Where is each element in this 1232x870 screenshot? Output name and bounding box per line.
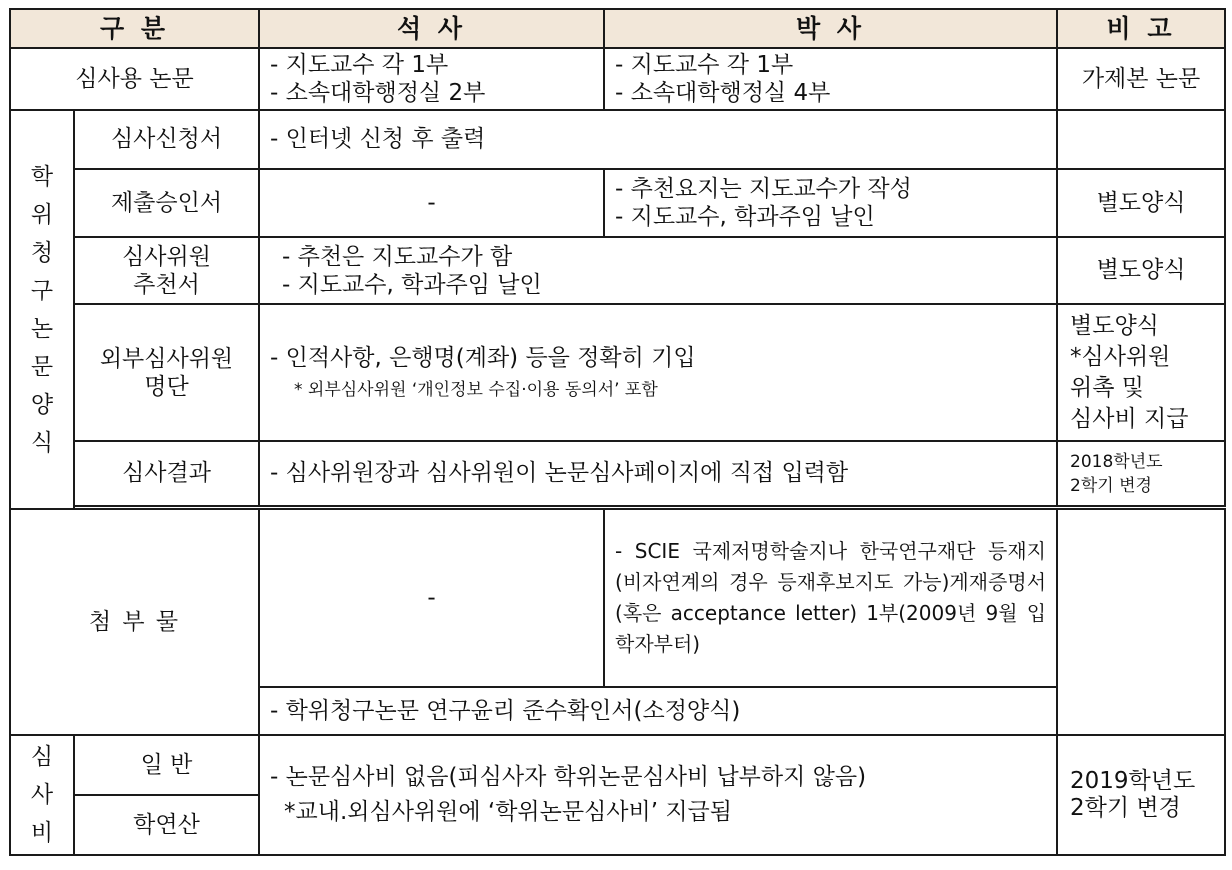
approval-doctor-line-1: - 추천요지는 지도교수가 작성 xyxy=(615,176,912,202)
application-content: - 인터넷 신청 후 출력 xyxy=(259,110,1057,169)
approval-note: 별도양식 xyxy=(1057,169,1225,237)
thesis-master-line-1: - 지도교수 각 1부 xyxy=(270,52,449,78)
result-note-line-1: 2018학년도 xyxy=(1070,451,1163,472)
external-content-text: - 인적사항, 은행명(계좌) 등을 정확히 기입 xyxy=(270,345,696,371)
row-committee xyxy=(10,237,1225,304)
result-note xyxy=(1057,441,1225,506)
forms-group-char-7: 양 xyxy=(30,391,54,418)
external-label-line-2: 명단 xyxy=(144,373,189,400)
row-attachments-main xyxy=(10,509,1225,687)
fee-note-line-1: 2019학년도 xyxy=(1070,768,1196,794)
header-note: 비 고 xyxy=(1057,9,1225,48)
application-note xyxy=(1057,110,1225,169)
row-fee-general xyxy=(10,735,1225,795)
external-label-line-1: 외부심사위원 xyxy=(99,345,234,372)
thesis-label: 심사용 논문 xyxy=(10,48,259,110)
external-note xyxy=(1057,304,1225,441)
attachments-note xyxy=(1057,509,1225,735)
result-label: 심사결과 xyxy=(74,441,259,506)
thesis-doctor-line-2: - 소속대학행정실 4부 xyxy=(615,80,831,106)
forms-group-char-8: 식 xyxy=(30,429,54,456)
header-master: 석 사 xyxy=(259,9,604,48)
external-label xyxy=(74,304,259,441)
header-doctor: 박 사 xyxy=(604,9,1057,48)
thesis-doctor xyxy=(604,48,1057,110)
attachments-doctor: - SCIE 국제저명학술지나 한국연구재단 등재지(비자연계의 경우 등재후보지도 가능)게재증명서(혹은 acceptance letter) 1부(2009년 9월 입학자부터) xyxy=(604,509,1057,687)
fee-content xyxy=(259,735,1057,855)
thesis-master-line-2: - 소속대학행정실 2부 xyxy=(270,80,486,106)
external-note-line-2: *심사위원 xyxy=(1070,343,1171,370)
forms-group-char-3: 청 xyxy=(30,239,54,266)
committee-content-line-2: - 지도교수, 학과주임 날인 xyxy=(282,271,542,298)
external-subnote: * 외부심사위원 ‘개인정보 수집·이용 동의서’ 포함 xyxy=(294,380,658,400)
committee-content xyxy=(259,237,1057,304)
row-approval xyxy=(10,169,1225,237)
committee-content-line-1: - 추천은 지도교수가 함 xyxy=(282,243,513,270)
forms-group-char-2: 위 xyxy=(30,201,54,228)
external-note-line-4: 심사비 지급 xyxy=(1070,405,1189,432)
external-note-line-1: 별도양식 xyxy=(1070,312,1159,339)
forms-group-char-5: 논 xyxy=(30,315,54,342)
thesis-master xyxy=(259,48,604,110)
committee-label-line-2: 추천서 xyxy=(133,271,200,298)
approval-label: 제출승인서 xyxy=(74,169,259,237)
row-thesis xyxy=(10,48,1225,110)
result-content: - 심사위원장과 심사위원이 논문심사페이지에 직접 입력함 xyxy=(259,441,1057,506)
fee-note xyxy=(1057,735,1225,855)
approval-doctor xyxy=(604,169,1057,237)
row-external xyxy=(10,304,1225,441)
committee-note: 별도양식 xyxy=(1057,237,1225,304)
attachments-master: - xyxy=(259,509,604,687)
attachments-common: - 학위청구논문 연구윤리 준수확인서(소정양식) xyxy=(259,687,1057,735)
fee-content-text: - 논문심사비 없음(피심사자 학위논문심사비 납부하지 않음) xyxy=(270,764,867,790)
attachments-label: 첨 부 물 xyxy=(10,509,259,735)
header-category: 구 분 xyxy=(10,9,259,48)
result-note-line-2: 2학기 변경 xyxy=(1070,475,1152,496)
external-content xyxy=(259,304,1057,441)
fee-group-label xyxy=(10,735,74,855)
thesis-requirements-table xyxy=(9,8,1226,856)
thesis-note: 가제본 논문 xyxy=(1057,48,1225,110)
approval-master: - xyxy=(259,169,604,237)
committee-label xyxy=(74,237,259,304)
application-label: 심사신청서 xyxy=(74,110,259,169)
forms-group-char-6: 문 xyxy=(30,353,54,380)
thesis-doctor-line-1: - 지도교수 각 1부 xyxy=(615,52,794,78)
forms-group-char-1: 학 xyxy=(30,163,54,190)
row-application xyxy=(10,110,1225,169)
fee-group-char-2: 사 xyxy=(30,782,54,808)
header-row xyxy=(10,9,1225,48)
fee-industry-label: 학연산 xyxy=(74,795,259,855)
row-result xyxy=(10,441,1225,506)
committee-label-line-1: 심사위원 xyxy=(122,243,211,270)
fee-general-label: 일 반 xyxy=(74,735,259,795)
approval-doctor-line-2: - 지도교수, 학과주임 날인 xyxy=(615,204,875,230)
fee-group-char-1: 심 xyxy=(30,744,54,770)
fee-subnote: *교내.외심사위원에 ‘학위논문심사비’ 지급됨 xyxy=(284,799,732,825)
external-note-line-3: 위촉 및 xyxy=(1070,374,1144,401)
forms-group-char-4: 구 xyxy=(30,277,54,304)
fee-note-line-2: 2학기 변경 xyxy=(1070,795,1181,821)
fee-group-char-3: 비 xyxy=(30,820,54,846)
forms-group-label xyxy=(10,110,74,509)
